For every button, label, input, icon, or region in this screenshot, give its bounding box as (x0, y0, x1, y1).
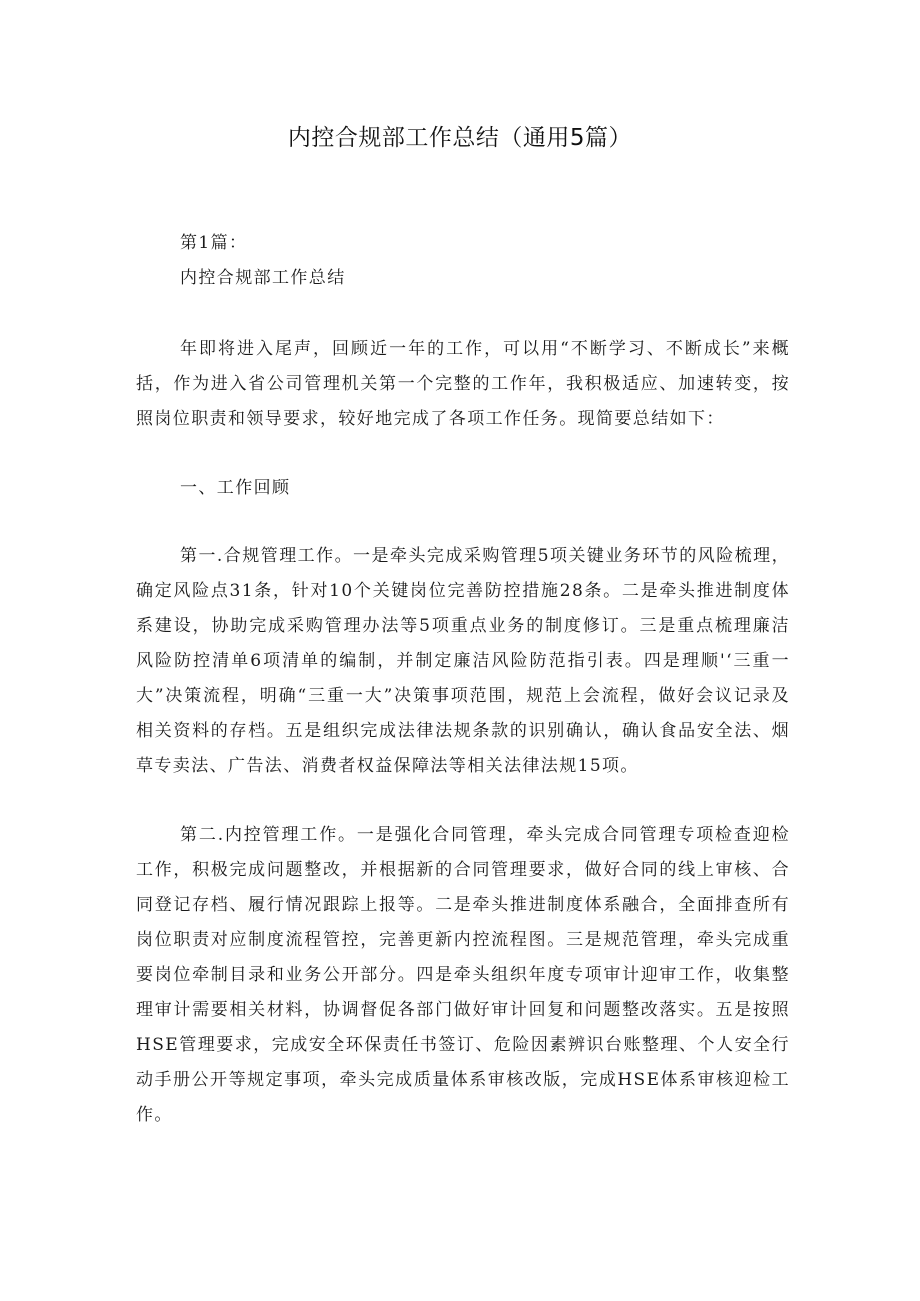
spacer (136, 506, 790, 539)
internal-control-paragraph: 第二.内控管理工作。一是强化合同管理，牵头完成合同管理专项检查迎检工作，积极完成问题整改，并根据新的合同管理要求，做好合同的线上审核、合同登记存档、履行情况跟踪上报等。二是牵头推进制度体系融合，全面排查所有岗位职责对应制度流程管控，完善更新内控流程图。三是规范管理，牵头完成重要岗位牵制目录和业务公开部分。四是牵头组织年度专项审计迎审工作，收集整理审计需要相关材料，协调督促各部门做好审计回复和问题整改落实。五是按照HSE管理要求，完成安全环保责任书签订、危险因素辨识台账整理、个人安全行动手册公开等规定事项，牵头完成质量体系审核改版，完成HSE体系审核迎检工作。 (136, 825, 790, 1125)
document-title: 内控合规部工作总结（通用5篇） (287, 125, 633, 151)
section-heading: 一、工作回顾 (180, 478, 291, 498)
part-label: 第1篇： (180, 233, 248, 253)
part-subtitle: 内控合规部工作总结 (180, 268, 346, 288)
intro-paragraph: 年即将进入尾声，回顾近一年的工作，可以用“不断学习、不断成长”来概括，作为进入省公司管理机关第一个完整的工作年，我积极适应、加速转变，按照岗位职责和领导要求，较好地完成了各项工作任务。现简要总结如下： (136, 339, 790, 429)
compliance-paragraph: 第一.合规管理工作。一是牵头完成采购管理5项关键业务环节的风险梳理，确定风险点31条，针对10个关键岗位完善防控措施28条。二是牵头推进制度体系建设，协助完成采购管理办法等5项重点业务的制度修订。三是重点梳理廉洁风险防控清单6项清单的编制，并制定廉洁风险防范指引表。四是理顺'‘三重一大”决策流程，明确“三重一大”决策事项范围，规范上会流程，做好会议记录及相关资料的存档。五是组织完成法律法规条款的识别确认，确认食品安全法、烟草专卖法、广告法、消费者权益保障法等相关法律法规15项。 (136, 546, 790, 776)
spacer (136, 437, 790, 471)
spacer (136, 784, 790, 818)
spacer (136, 296, 790, 332)
document-body (136, 226, 790, 1133)
